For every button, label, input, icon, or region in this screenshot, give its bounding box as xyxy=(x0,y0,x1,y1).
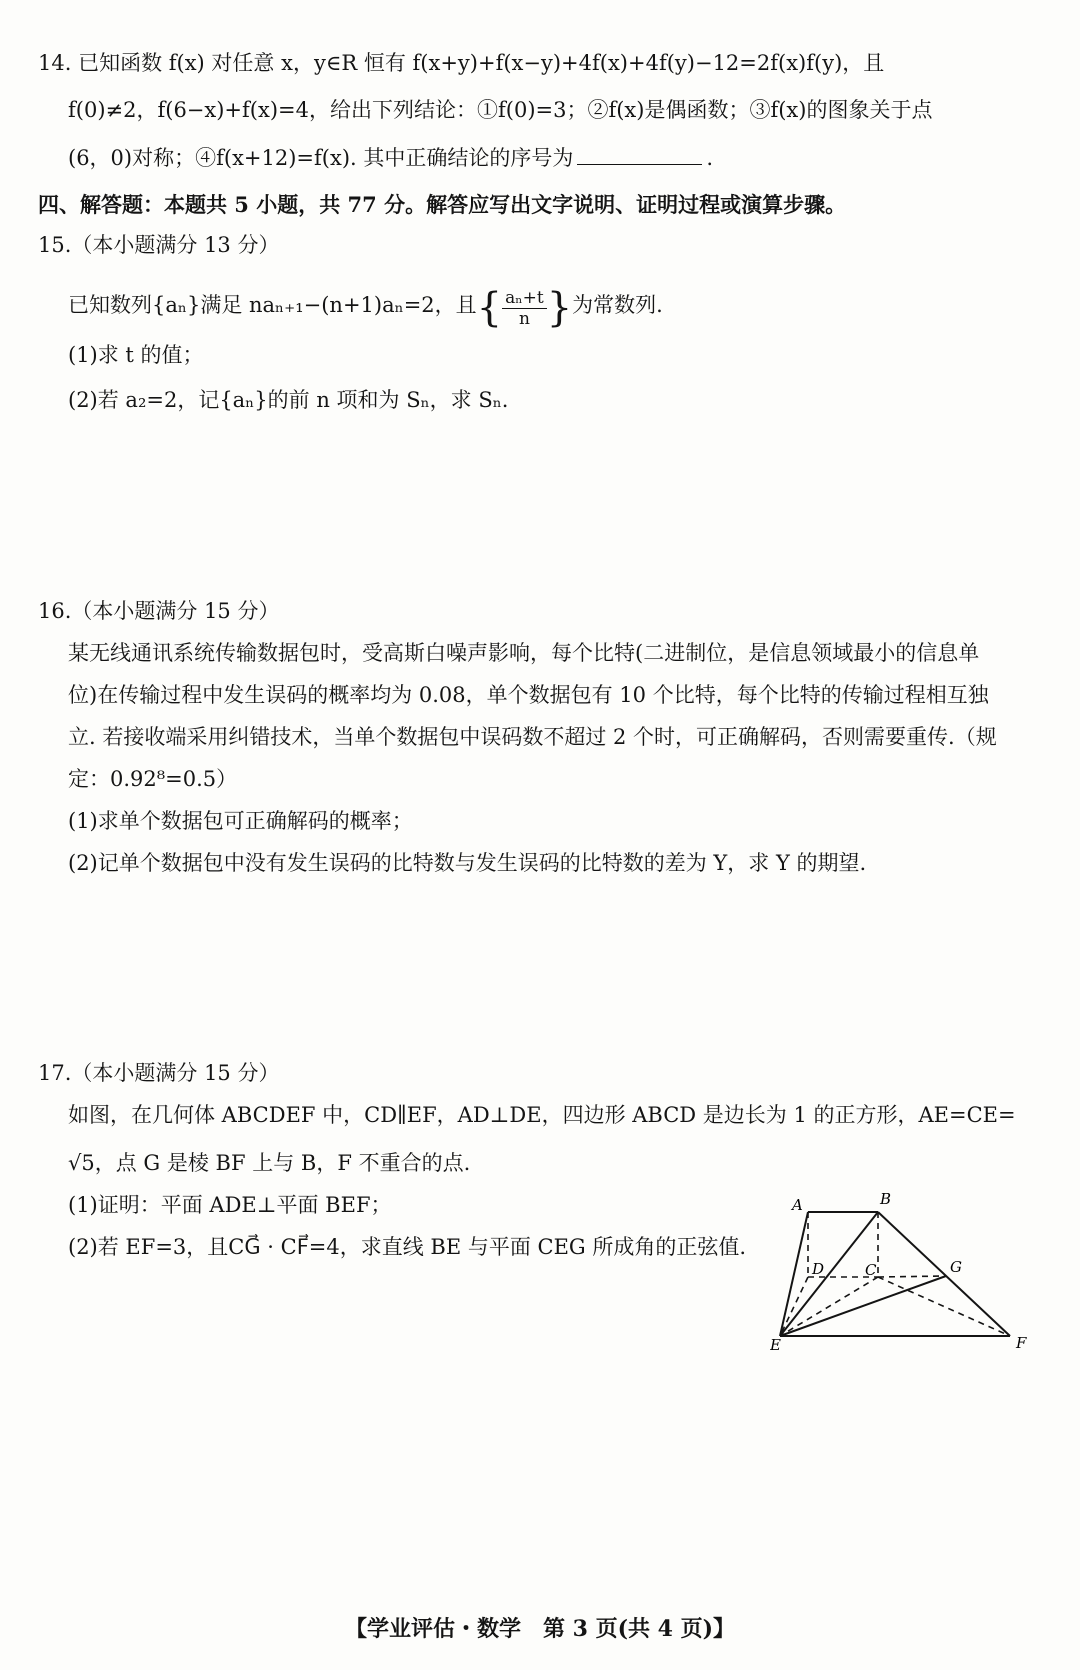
q17-header: 17.（本小题满分 15 分） xyxy=(38,1061,280,1085)
q16-line-3: 立. 若接收端采用纠错技术，当单个数据包中误码数不超过 2 个时，可正确解码，否则需要重传.（规 xyxy=(68,725,997,749)
page-footer: 【学业评估・数学 第 3 页(共 4 页)】 xyxy=(344,1616,736,1642)
q15-header: 15.（本小题满分 13 分） xyxy=(38,233,280,257)
q15-fraction-sequence: { $\frac{\text{aₙ+t}}{n}$ } xyxy=(476,285,573,331)
q15-part-2: (2)若 a₂=2，记{aₙ}的前 n 项和为 Sₙ，求 Sₙ. xyxy=(68,388,509,412)
q16-line-1: 某无线通讯系统传输数据包时，受高斯白噪声影响，每个比特(二进制位，是信息领域最小的信息单 xyxy=(68,641,980,665)
q16-line-2: 位)在传输过程中发生误码的概率均为 0.08，单个数据包有 10 个比特，每个比特的传输过程相互独 xyxy=(68,683,989,707)
q17-part-2: (2)若 EF=3，且CG⃗ · CF⃗=4，求直线 BE 与平面 CEG 所成角的正弦值. xyxy=(68,1235,747,1259)
q14-line-3-text: (6，0)对称；④f(x+12)=f(x). 其中正确结论的序号为 xyxy=(68,146,574,170)
q14-line-1: 14. 已知函数 f(x) 对任意 x，y∈R 恒有 f(x+y)+f(x−y)+4f(x)+4f(y)−12=2f(x)f(y)，且 xyxy=(38,51,885,75)
geometry-figure xyxy=(770,1182,1070,1362)
answer-blank[interactable] xyxy=(577,142,702,165)
q17-line-1: 如图，在几何体 ABCDEF 中，CD∥EF，AD⊥DE，四边形 ABCD 是边长为 1 的正方形，AE=CE= xyxy=(68,1103,1016,1127)
q15-fraction-numerator: aₙ+t xyxy=(502,288,547,309)
q15-fraction xyxy=(502,288,547,329)
section-heading: 四、解答题：本题共 5 小题，共 77 分。解答应写出文字说明、证明过程或演算步骤。 xyxy=(38,192,847,217)
q16-header: 16.（本小题满分 15 分） xyxy=(38,599,280,623)
q16-part-1: (1)求单个数据包可正确解码的概率； xyxy=(68,809,413,833)
q15-stem-end: 为常数列. xyxy=(572,293,663,317)
label-F: F xyxy=(1016,1334,1027,1352)
edge-CF xyxy=(878,1277,1010,1336)
q15-stem xyxy=(68,282,663,330)
q17-part-1: (1)证明：平面 ADE⊥平面 BEF； xyxy=(68,1193,392,1217)
q16-part-2: (2)记单个数据包中没有发生误码的比特数与发生误码的比特数的差为 Y，求 Y 的期望. xyxy=(68,851,867,875)
label-G: G xyxy=(950,1258,962,1276)
q15-stem-text: 已知数列{aₙ}满足 naₙ₊₁−(n+1)aₙ=2，且 xyxy=(68,293,477,317)
q15-fraction-denominator: n xyxy=(518,308,530,329)
label-D: D xyxy=(812,1260,825,1278)
edge-BF xyxy=(878,1212,1010,1336)
label-B: B xyxy=(880,1190,892,1208)
q16-line-4: 定：0.92⁸=0.5） xyxy=(68,767,238,791)
label-A: A xyxy=(792,1196,803,1214)
q14-line-2: f(0)≠2，f(6−x)+f(x)=4，给出下列结论：①f(0)=3；②f(x)是偶函数；③f(x)的图象关于点 xyxy=(68,98,933,122)
q15-part-1: (1)求 t 的值； xyxy=(68,343,204,367)
label-C: C xyxy=(865,1261,877,1279)
q17-line-2: √5，点 G 是棱 BF 上与 B，F 不重合的点. xyxy=(68,1151,471,1175)
edge-CG xyxy=(878,1276,946,1277)
q14-line-3-end: . xyxy=(706,146,714,170)
label-E: E xyxy=(770,1336,781,1354)
q14-line-3 xyxy=(68,142,713,173)
